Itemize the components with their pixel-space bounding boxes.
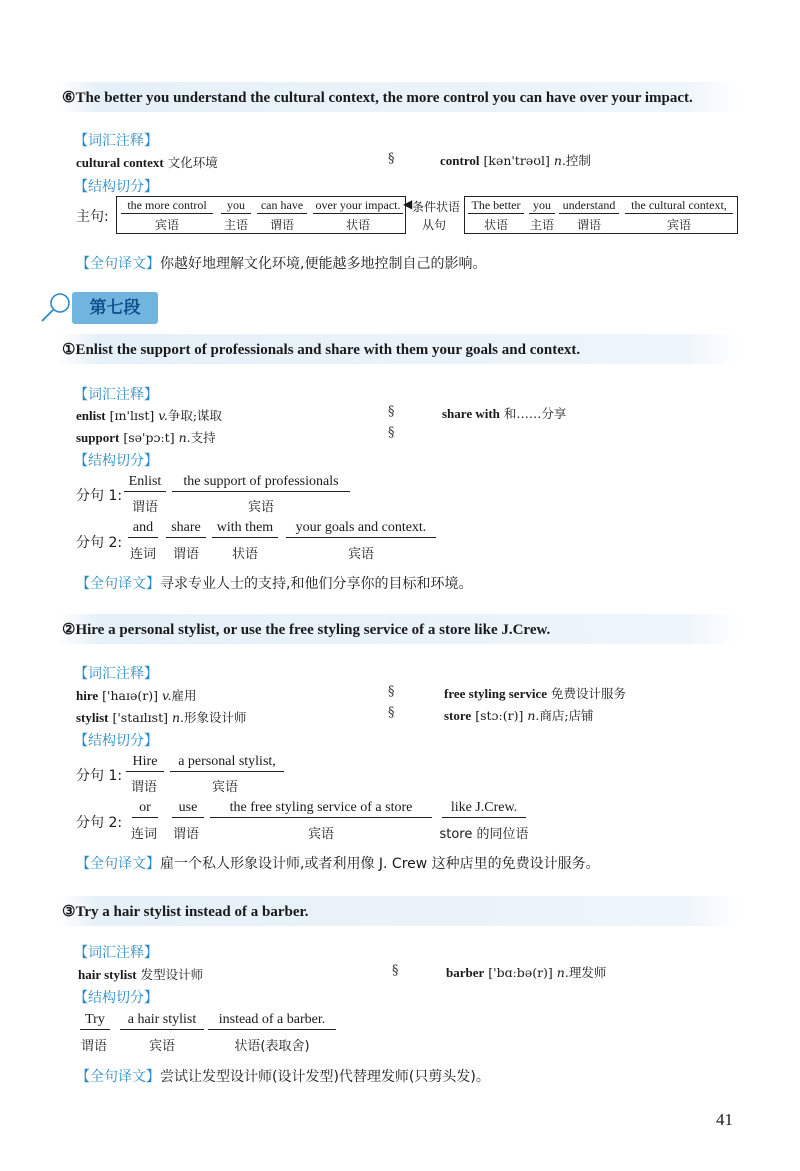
- word: like J.Crew.: [442, 800, 526, 818]
- vocab-pron: ['staɪlɪst]: [112, 710, 168, 725]
- role: 宾语: [666, 218, 691, 232]
- vocab-stylist: [76, 708, 247, 726]
- word: the more control: [121, 198, 213, 214]
- vocab-word: hire: [76, 688, 99, 703]
- vocab-def: 商店;店铺: [539, 708, 594, 723]
- vocab-word: stylist: [76, 710, 109, 725]
- translation-text: 雇一个私人形象设计师,或者利用像 J. Crew 这种店里的免费设计服务。: [160, 856, 600, 872]
- word: share: [166, 520, 206, 538]
- role: 主语: [529, 218, 554, 232]
- word: understand: [559, 198, 619, 214]
- word: over your impact.: [313, 198, 403, 214]
- role: 谓语: [576, 218, 601, 232]
- magnifier-icon: [38, 290, 74, 326]
- word: a hair stylist: [120, 1012, 204, 1030]
- clause-2-label: 分句 2:: [76, 815, 123, 831]
- vocab-def: 争取;谋取: [167, 408, 223, 423]
- role: 状语: [345, 218, 370, 232]
- cond-label: 条件状语: [412, 200, 461, 214]
- role: 谓语: [172, 827, 199, 842]
- main-clause-box: [116, 196, 406, 234]
- vocab-support: [76, 428, 216, 446]
- vocab-def: 文化环境: [167, 155, 218, 170]
- translation: [76, 253, 486, 273]
- word: Try: [80, 1012, 110, 1030]
- vocab-store: [444, 706, 594, 724]
- role: 连词: [129, 547, 156, 562]
- vocab-def: 免费设计服务: [550, 686, 626, 701]
- role: 连词: [130, 827, 157, 842]
- role: 状语: [231, 547, 258, 562]
- role: 状语(表取舍): [234, 1039, 310, 1054]
- separator-icon: §: [388, 404, 395, 419]
- vocab-def: 形象设计师: [184, 710, 247, 725]
- struct-tag: 【结构切分】: [74, 990, 158, 1006]
- sentence-2: ②Hire a personal stylist, or use the free styling service of a store like J.Crew.: [62, 622, 551, 638]
- vocab-def: 支持: [190, 430, 216, 445]
- role: 谓语: [269, 218, 294, 232]
- arrow-left-icon: ◀: [403, 197, 413, 211]
- vocab-word: support: [76, 430, 120, 445]
- struct-tag: 【结构切分】: [74, 453, 158, 469]
- word: your goals and context.: [286, 520, 436, 538]
- vocab-pos: n.: [178, 430, 191, 445]
- vocab-def: 雇用: [171, 688, 197, 703]
- role: 主语: [223, 218, 248, 232]
- word: the cultural context,: [625, 198, 733, 214]
- role: store 的同位语: [439, 827, 529, 842]
- role: 宾语: [148, 1039, 175, 1054]
- word: with them: [212, 520, 278, 538]
- vocab-pos: n.: [556, 965, 569, 980]
- vocab-pos: n.: [553, 153, 566, 168]
- word: can have: [257, 198, 307, 214]
- separator-icon: §: [388, 151, 395, 166]
- vocab-tag: 【词汇注释】: [74, 387, 158, 403]
- vocab-pron: [ɪn'lɪst]: [109, 408, 155, 423]
- clause-2-label: 分句 2:: [76, 535, 123, 551]
- word: The better: [468, 198, 524, 214]
- trans-tag: 【全句译文】: [76, 856, 160, 872]
- vocab-word: hair stylist: [78, 967, 137, 982]
- translation: [76, 1066, 490, 1086]
- vocab-control: [440, 151, 591, 169]
- vocab-pos: v.: [158, 408, 168, 423]
- vocab-enlist: [76, 406, 222, 424]
- role: 状语: [483, 218, 508, 232]
- word: a personal stylist,: [170, 754, 284, 772]
- vocab-word: store: [444, 708, 472, 723]
- vocab-tag: 【词汇注释】: [74, 945, 158, 961]
- vocab-tag: 【词汇注释】: [74, 133, 158, 149]
- role: 宾语: [211, 780, 238, 795]
- role: 宾语: [154, 218, 179, 232]
- trans-tag: 【全句译文】: [76, 576, 160, 592]
- clause-1-label: 分句 1:: [76, 488, 123, 504]
- role: 谓语: [172, 547, 199, 562]
- vocab-pron: ['haɪə(r)]: [102, 688, 158, 703]
- vocab-pron: [sə'pɔːt]: [123, 430, 175, 445]
- sub-clause-box: [464, 196, 738, 234]
- vocab-pos: n.: [527, 708, 540, 723]
- vocab-word: share with: [442, 406, 500, 421]
- word: Enlist: [124, 474, 166, 492]
- vocab-hair-stylist: [78, 965, 203, 983]
- translation-text: 尝试让发型设计师(设计发型)代替理发师(只剪头发)。: [160, 1069, 490, 1085]
- vocab-cultural-context: [76, 153, 218, 171]
- sub-clause-label: 从句: [422, 218, 447, 232]
- vocab-pos: v.: [161, 688, 172, 703]
- role: 谓语: [130, 780, 157, 795]
- role: 宾语: [307, 827, 334, 842]
- role: 谓语: [80, 1039, 107, 1054]
- vocab-word: barber: [446, 965, 485, 980]
- vocab-def: 发型设计师: [140, 967, 204, 982]
- section-title: 第七段: [72, 292, 158, 324]
- vocab-word: free styling service: [444, 686, 547, 701]
- word: Hire: [126, 754, 164, 772]
- word: you: [221, 198, 251, 214]
- word: or: [132, 800, 158, 818]
- word: and: [128, 520, 158, 538]
- vocab-pron: [kən'trəʊl]: [483, 153, 550, 168]
- vocab-free-styling-service: [444, 684, 626, 702]
- clause-1-label: 分句 1:: [76, 768, 123, 784]
- word: use: [172, 800, 204, 818]
- vocab-def: 理发师: [568, 965, 607, 980]
- separator-icon: §: [388, 425, 395, 440]
- trans-tag: 【全句译文】: [76, 256, 160, 272]
- role: 谓语: [131, 500, 158, 515]
- main-clause-label: 主句:: [76, 209, 109, 225]
- vocab-share-with: [442, 404, 566, 422]
- separator-icon: §: [392, 963, 399, 978]
- translation-text: 你越好地理解文化环境,便能越多地控制自己的影响。: [160, 256, 487, 272]
- vocab-word: control: [440, 153, 480, 168]
- vocab-tag: 【词汇注释】: [74, 666, 158, 682]
- word: the support of professionals: [172, 474, 350, 492]
- struct-tag: 【结构切分】: [74, 733, 158, 749]
- vocab-def: 和……分享: [503, 406, 567, 421]
- vocab-pron: ['bɑːbə(r)]: [488, 965, 553, 980]
- vocab-pos: n.: [171, 710, 185, 725]
- vocab-barber: [446, 963, 606, 981]
- separator-icon: §: [388, 705, 395, 720]
- role: 宾语: [347, 547, 374, 562]
- translation: [76, 853, 600, 873]
- word: the free styling service of a store: [210, 800, 432, 818]
- page-number: 41: [716, 1110, 733, 1129]
- word: you: [529, 198, 555, 214]
- word: instead of a barber.: [208, 1012, 336, 1030]
- vocab-def: 控制: [565, 153, 591, 168]
- translation: [76, 573, 472, 593]
- sentence-3: ③Try a hair stylist instead of a barber.: [62, 904, 309, 920]
- translation-text: 寻求专业人士的支持,和他们分享你的目标和环境。: [160, 576, 473, 592]
- role: 宾语: [247, 500, 274, 515]
- vocab-word: cultural context: [76, 155, 164, 170]
- trans-tag: 【全句译文】: [76, 1069, 160, 1085]
- struct-tag: 【结构切分】: [74, 179, 158, 195]
- vocab-word: enlist: [76, 408, 106, 423]
- vocab-hire: [76, 686, 197, 704]
- vocab-pron: [stɔː(r)]: [475, 708, 524, 723]
- sentence-1: ①Enlist the support of professionals and share with them your goals and context.: [62, 342, 581, 358]
- sentence-6: ⑥The better you understand the cultural context, the more control you can have over your impact.: [62, 90, 693, 106]
- separator-icon: §: [388, 684, 395, 699]
